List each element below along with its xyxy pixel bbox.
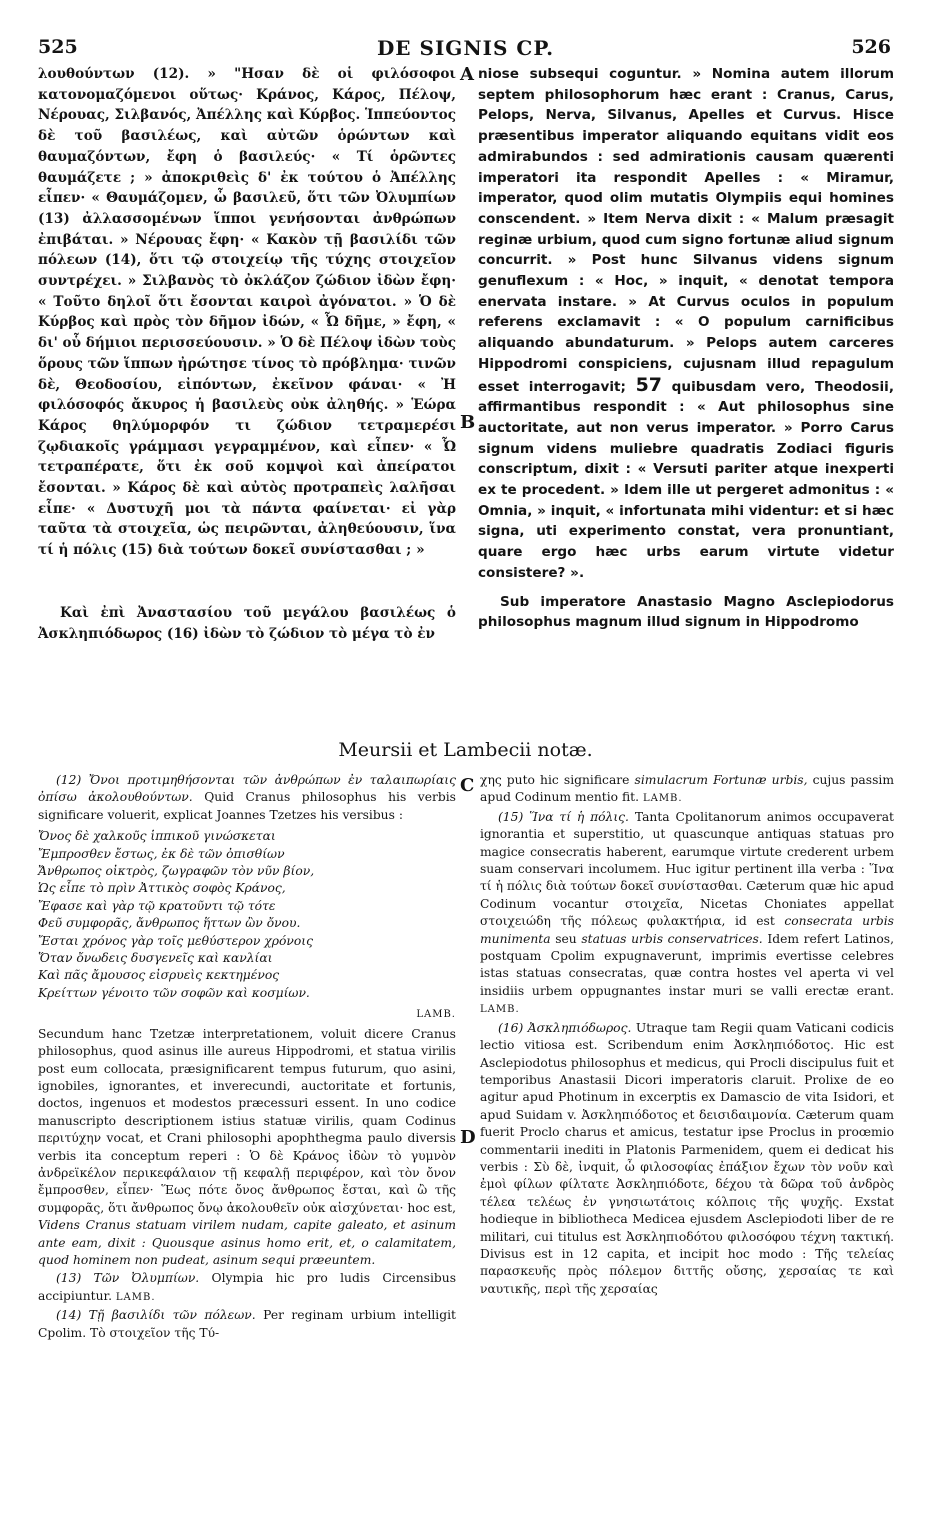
verse-line: Φεῦ συμφορᾶς, ἄνθρωπος ἥττων ὢν ὄνου. [38,916,301,931]
note-signature: LAMB. [480,1004,520,1016]
note-italic: Videns Cranus statuam virilem nudam, capite galeato, et asinum ante eam, dixit : Quousque asinus homo erit, et, o calamitatem, quod hominem non pudeat, asinum sequi præeuntem. [38,1218,456,1267]
note-lemma: (14) Τῇ βασιλίδι τῶν πόλεων. [56,1308,256,1323]
latin-text: quibusdam vero, Theodosii, affirmantibus respondit : « Aut philosophus sine auctoritate, aut non verus imperator. » Porro Carus signum videns muliebre quadratis Zodiaci figuris conscriptum, dixit : « Versuti pariter atque inexperti ex te procedent. » Idem ille ut pergeret admonitus : « Omnia, » inquit, « infortunata mihi videntur: et si hæc signa, uti experimento constat, vera pronuntiant, quare ergo hæc urbs earum virtute videtur consistere? ». [478,378,895,581]
verse-line: Ἄνθρωπος οἰκτρὸς, ζωγραφῶν τὸν νῦν βίον, [38,864,315,879]
margin-letter-d: D [460,1127,476,1148]
note-text: Per reginam urbium intelligit Cpolim. Τὸ στοιχεῖον τῆς Τύ- [38,1308,456,1340]
notes-left-column [38,772,456,1343]
page-number-left: 525 [38,36,78,58]
greek-paragraph: Καὶ ἐπὶ Ἀναστασίου τοῦ μεγάλου βασιλέως ὁ Ἀσκληπιόδωρος (16) ἰδὼν τὸ ζώδιον τὸ μέγα τὸ ἐν [38,604,456,642]
running-title: DE SIGNIS CP. [376,36,555,60]
verse-line: Ἔμπροσθεν ἔστως, ἐκ δὲ τῶν ὀπισθίων [38,846,285,861]
note-italic: consecrata urbis munimenta [480,914,894,946]
note-13 [38,1270,456,1306]
latin-column [478,64,894,633]
verse-line: Ὅταν ὄνωδεις δυσγενεῖς καὶ κανλίαι [38,951,273,966]
note-italic: statuas urbis conservatrices. [581,931,763,946]
note-italic: simulacrum Fortunæ urbis, [634,773,808,787]
note-16 [480,1020,894,1299]
note-14 [38,1307,456,1342]
note-text: Tanta Cpolitanorum animos occupaverat ignorantia et superstitio, ut quascunque antiquas statuas pro magice consecratis haberent, earumque virtute crederent urbem suam conservari incolumem. Huc igitur pertinent illa verba : Ἵνα τί ἡ πόλις διὰ τούτων δοκεῖ συνίστασθαι. Cæterum quæ hic apud Codinum vocantur στοιχεῖα, Nicetas Choniates appellat στοιχειώδη τῆς πόλεως φυλακτήρια, id est [480,809,894,929]
note-12 [38,772,456,824]
latin-paragraph [478,64,894,584]
tzetzes-verses [38,828,456,1002]
note-text: cujus passim apud Codinum mentio fit. [480,773,894,805]
latin-text: niose subsequi coguntur. » Nomina autem illorum septem philosophorum hæc erant : Cranus, Carus, Pelops, Nerva, Silvanus, Apelles et Curvus. Hisce præsentibus imperator aliquando equitans vidit eos admirabundos : sed admirationis causam quærenti imperatori ita respondit Apelles : « Miramur, imperator, quod olim mutatis Olympiis equi homines conscendent. » Item Nerva dixit : « Malum præsagit reginæ urbium, quod cum signo fortunæ aliud signum concurrit. » Post hunc Silvanus videns signum genuflexum : « Hoc, » inquit, « denotat tempora enervata instare. » At Curvus oculos in populum referens exclamavit : « O populum carnificibus aliquando abundaturum. » Pelops autem carceres Hippodromi conspiciens, cujusnam illud repagulum esset interrogavit; [478,66,894,395]
note-signature: LAMB. [642,793,683,805]
note-text: χης puto hic significare [480,773,630,787]
verse-line: Ὡς εἶπε τὸ πρὶν Ἀττικὸς σοφὸς Κράνος, [38,881,286,896]
note-15 [480,809,894,1019]
notes-heading: Meursii et Lambecii notæ. [338,739,593,761]
note-signature: LAMB. [115,1291,156,1303]
note-text: Utraque tam Regii quam Vaticani codicis lectio vitiosa est. Scribendum enim Ἀσκληπιόδοτος. Hic est Asclepiodotus philosophus et medicus, qui Procli discipulus fuit et temporibus Anastasii Dicori imperatoris claruit. Prolixe de eo agitur apud Photinum in excerptis ex Damascio de vita Isidori, et apud Suidam v. Ἀσκληπιόδοτος et δεισιδαιμονία. Cæterum quam fuerit Proclo charus et amicus, testatur ipse Proclus in proœmio commentarii inediti in Platonis Parmenidem, quem ei dedicat his verbis : Σὺ δὲ, ἰνquit, ὦ φιλοσοφίας ἐπάξιον ἔχων τὸν νοῦν καὶ ἐμοὶ φίλων φίλτατε Ἀσκληπιόδοτε, δέχου τὰ δῶρα τοῦ ἀνδρὸς τέλεα τελέως ἐν γνησιωτάτοις κόλποις τῆς ψυχῆς. Exstat hodieque in bibliotheca Medicea ejusdem Asclepiodoti liber de re militari, cui titulus est Ἀσκληπιοδότου φιλοσόφου τέχνη τακτική. Divisus est in 12 capita, et incipit hoc modo : Τῆς τελείας παρασκευῆς πρὸς πόλεμον διττῆς οὔσης, χερσαίας τε καὶ ναυτικῆς, περὶ τῆς χερσαίας [480,1020,894,1296]
note-text: Idem refert Latinos, postquam Cpolim expugnaverunt, imprimis evertisse celebres istas statuas consecratas, quæ contra hostes vel aperta vi vel insidiis urbem oppugnantes instar muri se valli erectæ erant. [480,931,894,998]
note-lemma: (16) Ἀσκληπιόδωρος. [498,1020,632,1035]
notes-right-column [480,772,894,1299]
verse-line: Ἔφασε καὶ γὰρ τῷ κρατοῦντι τῷ τότε [38,898,276,913]
greek-paragraph: λουθούντων (12). » "Ησαν δὲ οἱ φιλόσοφοι κατονομαζόμενοι οὕτως· Κράνος, Κάρος, Πέλοψ, Νέρουας, Σιλβανός, Ἀπέλλης καὶ Κύρβος. Ἱππεύοντος δὲ τοῦ βασιλέως, καὶ αὐτῶν ὁρώντων καὶ θαυμαζόντων, ἔφη ὁ βασιλεύς· « Τί ὁρῶντες θαυμάζετε ; » ἀποκριθεὶς δ' ἐκ τούτου ὁ Ἀπέλλης εἶπεν· « Θαυμάζομεν, ὦ βασιλεῦ, ὅτι τῶν Ὀλυμπίων (13) ἀλλασσομένων ἵπποι γενήσονται ἀνθρώπων ἐπιβάται. » Νέρουας ἔφη· « Κακὸν τῇ βασιλίδι τῶν πόλεων (14), ὅτι τῷ στοιχείῳ τῆς τύχης στοιχεῖον συντρέχει. » Σιλβανὸς τὸ ὀκλάζον ζώδιον ἰδὼν ἔφη· « Τοῦτο δηλοῖ ὅτι ἔσονται καιροὶ ἀγόνατοι. » Ὁ δὲ Κύρβος καὶ πρὸς τὸν δῆμον ἰδών, « Ὦ δῆμε, » ἔφη, « δι' οὗ δήμιοι περισσεύουσιν. » Ὁ δὲ Πέλοψ ἰδὼν τοὺς ὅρους τῶν ἵππων ἠρώτησε τίνος τὸ πρόβλημα· τινῶν δὲ, Θεοδοσίου, εἰπόντων, ἐκεῖνον φάναι· « Ἠ φιλόσοφός ἄκυρος ἡ βασιλεὺς οὐκ ἀληθής. » Ἑώρα Κάρος θηλύμορφόν τι ζώδιον τετραμερέσι ζῳδιακοῖς γράμμασι γεγραμμένον, καὶ εἶπεν· « Ὦ τετραπέρατε, ὅτι ἐκ σοῦ κομψοὶ καὶ ἀπείρατοι ἔσονται. » Κάρος δὲ καὶ αὐτὸς προτραπεὶς λαλῆσαι εἶπε· « Δυστυχῆ μοι τὰ πάντα φαίνεται· εἰ γὰρ ταῦτα τὰ στοιχεῖα, ὡς πειρῶνται, ἀληθεύουσιν, ἵνα τί ἡ πόλις (15) διὰ τούτων δοκεῖ συνίστασθαι ; » [38,66,456,559]
margin-letter-b: B [460,412,476,433]
verse-line: Ἔσται χρόνος γὰρ τοῖς μεθύστερον χρόνοις [38,933,313,948]
page-number-right: 526 [851,36,891,58]
section-number: 57 [635,373,663,396]
note-14-continued [480,772,894,808]
verse-line: Κρείττων γένοιτο τῶν σοφῶν καὶ κοσμίων. [38,985,310,1000]
note-lemma: (15) Ἵνα τί ἡ πόλις. [498,809,629,824]
note-12-continued [38,1026,456,1270]
verse-line: Καὶ πᾶς ἄμουσος εἰσρυεὶς κεκτημένος [38,968,280,983]
latin-paragraph: Sub imperatore Anastasio Magno Asclepiodorus philosophus magnum illud signum in Hippodromo [478,593,894,631]
note-text: Quid Cranus philosophus his verbis significare voluerit, explicat Joannes Tzetzes his versibus : [38,790,456,822]
note-text: seu [555,931,577,946]
greek-column [38,64,456,644]
verse-line: Ὄνος δὲ χαλκοῦς ἱππικοῦ γινώσκεται [38,829,276,844]
note-text: Secundum hanc Tzetzæ interpretationem, voluit dicere Cranus philosophus, quod asinus ille aureus Hippodromi, et statua virilis post eum collocata, præsignificarent tempus futurum, quo asini, ignobiles, ignorantes, et inverecundi, auctoritate et fortunis, doctos, ingenuos et modestos præcessuri essent. In uno codice manuscripto descriptionem istius statuæ virilis, quam Codinus περιτύχην vocat, et Crani philosophi apophthegma paulo diversis verbis ita conceptum reperi : Ὁ δὲ Κράνος ἰδὼν τὸ γυμνὸν ἀνδρεϊκέλον περικεφάλαιον τῇ κεφαλῇ περιφέρον, καὶ τὸν ὄνον ἔμπροσθεν, εἶπεν· Ἕως πότε ὄνος ἄνθρωπος ἔσται, καὶ ὢ τῆς συμφορᾶς, ὅτι ἄνθρωπος ὄνῳ ἀκολουθεῖν οὐκ αἰσχύνεται· hoc est, [38,1026,456,1215]
note-text: Olympia hic pro ludis Circensibus accipiuntur. [38,1271,457,1303]
note-signature: LAMB. [416,1009,456,1021]
margin-letter-a: A [460,64,474,85]
note-lemma: (13) Τῶν Ὀλυμπίων. [56,1271,200,1286]
margin-letter-c: C [460,775,475,796]
note-lemma: (12) Ὄνοι προτιμηθήσονται τῶν ἀνθρώπων ἐν ταλαιπωρίαις ὀπίσω ἀκολουθούντων. [38,773,456,805]
